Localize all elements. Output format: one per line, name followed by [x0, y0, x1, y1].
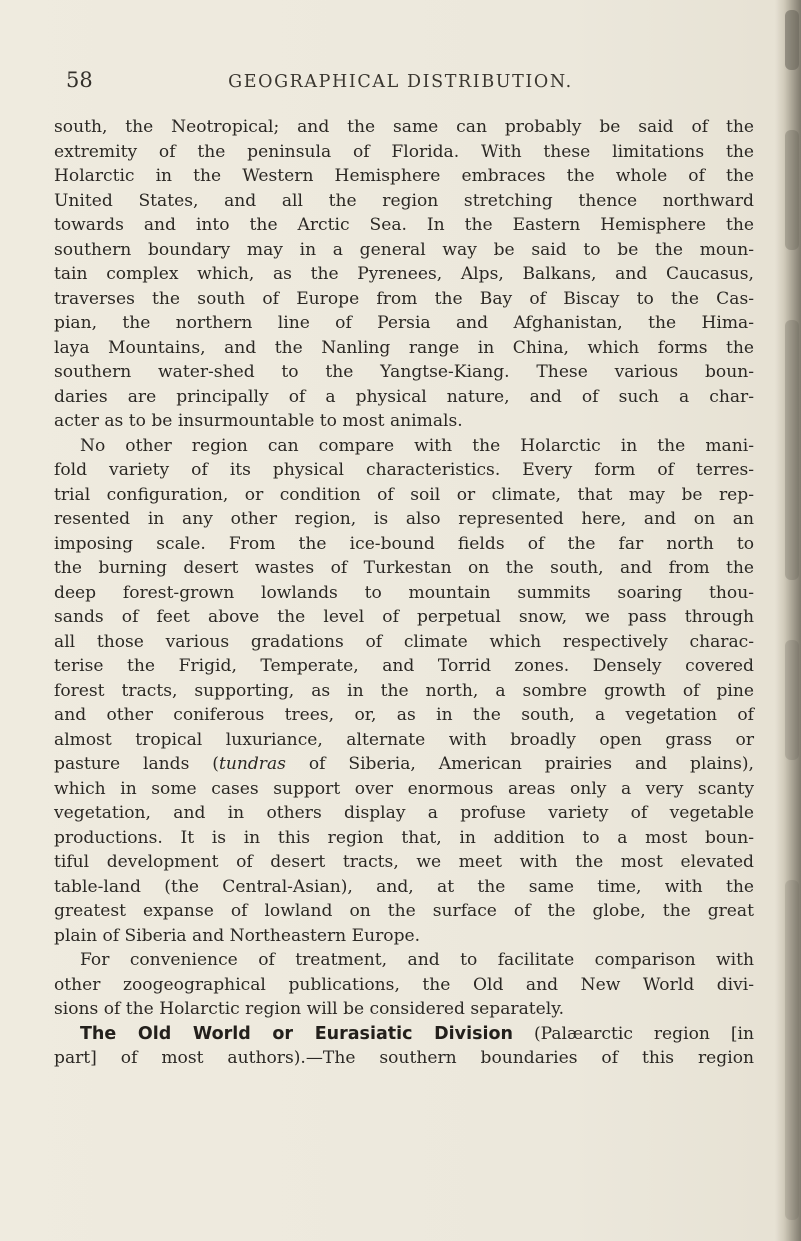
text-line: trial configuration, or condition of soil or climate, that may be rep-	[54, 484, 754, 505]
text-line: traverses the south of Europe from the Bay of Biscay to the Cas-	[54, 288, 754, 309]
text-line: and other coniferous trees, or, as in the south, a vegetation of	[54, 705, 754, 725]
section-heading: The Old World or Eurasiatic Division	[80, 1023, 513, 1044]
text-line: For convenience of treatment, and to facilitate comparison with	[80, 950, 754, 970]
text-line: towards and into the Arctic Sea. In the Eastern Hemisphere the	[54, 215, 754, 235]
text-line: southern boundary may in a general way be said to be the moun-	[54, 239, 754, 260]
text-line: pian, the northern line of Persia and Afghanistan, the Hima-	[54, 313, 754, 333]
text-line: which in some cases support over enormous areas only a very scanty	[54, 778, 754, 799]
text-span: of Siberia, American prairies and plains),	[285, 754, 754, 774]
text-line: deep forest-grown lowlands to mountain summits soaring thou-	[54, 582, 754, 603]
text-line: south, the Neotropical; and the same can probably be said of the	[54, 117, 754, 137]
text-line: other zoogeographical publications, the Old and New World divi-	[54, 974, 754, 995]
text-line: tiful development of desert tracts, we meet with the most elevated	[54, 852, 754, 872]
text-span: pasture lands (	[54, 754, 219, 774]
text-line: sions of the Holarctic region will be considered separately.	[54, 999, 565, 1019]
running-head: GEOGRAPHICAL DISTRIBUTION.	[228, 72, 573, 92]
text-line	[54, 752, 754, 777]
body-text	[54, 115, 754, 1071]
text-line: southern water-shed to the Yangtse-Kiang. These various boun-	[54, 362, 754, 382]
text-line: laya Mountains, and the Nanling range in China, which forms the	[54, 337, 754, 358]
text-line: almost tropical luxuriance, alternate with broadly open grass or	[54, 729, 754, 750]
text-line: plain of Siberia and Northeastern Europe.	[54, 925, 421, 946]
text-line: the burning desert wastes of Turkestan on the south, and from the	[54, 558, 754, 578]
text-span: (Palæarctic region [in	[512, 1023, 754, 1044]
text-line: fold variety of its physical characteristics. Every form of terres-	[54, 460, 754, 480]
text-line: forest tracts, supporting, as in the north, a sombre growth of pine	[54, 680, 754, 701]
page-number: 58	[66, 68, 93, 92]
section-heading-line	[54, 1022, 754, 1047]
text-line: productions. It is in this region that, in addition to a most boun-	[54, 827, 754, 848]
italic-term: tundras	[218, 754, 286, 774]
text-line: all those various gradations of climate which respectively charac-	[54, 631, 754, 652]
page-edge-shadow	[775, 0, 801, 1241]
text-line: No other region can compare with the Holarctic in the mani-	[80, 435, 754, 456]
text-line: tain complex which, as the Pyrenees, Alps, Balkans, and Caucasus,	[54, 264, 754, 284]
text-line: imposing scale. From the ice-bound fields of the far north to	[54, 533, 754, 554]
text-line: extremity of the peninsula of Florida. With these limitations the	[54, 141, 754, 162]
text-line: acter as to be insurmountable to most animals.	[54, 411, 463, 431]
text-line: table-land (the Central-Asian), and, at the same time, with the	[54, 876, 754, 897]
text-line: part] of most authors).—The southern boundaries of this region	[54, 1048, 754, 1068]
text-line: United States, and all the region stretching thence northward	[54, 190, 754, 211]
text-line: vegetation, and in others display a profuse variety of vegetable	[54, 803, 754, 823]
text-line: terise the Frigid, Temperate, and Torrid zones. Densely covered	[54, 656, 754, 676]
text-line: Holarctic in the Western Hemisphere embraces the whole of the	[54, 166, 754, 186]
text-line: greatest expanse of lowland on the surface of the globe, the great	[54, 901, 754, 921]
text-line: daries are principally of a physical nature, and of such a char-	[54, 386, 754, 407]
text-line: resented in any other region, is also represented here, and on an	[54, 509, 754, 529]
text-line: sands of feet above the level of perpetual snow, we pass through	[54, 607, 754, 627]
